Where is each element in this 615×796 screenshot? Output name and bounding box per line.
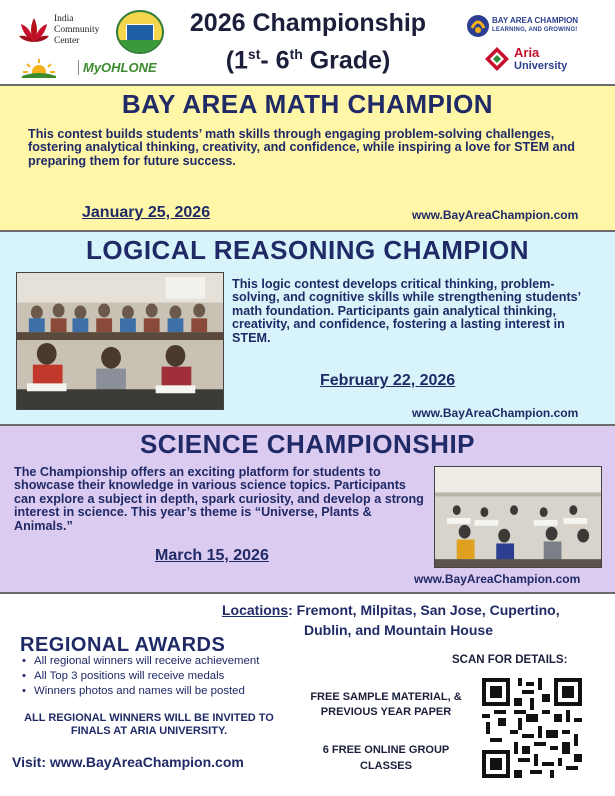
science-section (0, 424, 615, 592)
science-date: March 15, 2026 (155, 547, 269, 564)
math-description: This contest builds students’ math skills through engaging problem-solving challenges, fostering analytical thinking, creativity, and confidence, while inspiring a love for STEM and preparing them for future success. (28, 127, 575, 168)
aria-name: Aria (514, 45, 540, 60)
partner-logos-right (462, 10, 612, 80)
locations-line2: Dublin, and Mountain House (304, 622, 493, 638)
aria-logo-icon (484, 46, 510, 72)
partner-logos-left (16, 10, 166, 80)
math-date: January 25, 2026 (82, 204, 211, 221)
logic-section (0, 230, 615, 424)
finals-invite: ALL REGIONAL WINNERS WILL BE INVITED TO FINALS AT ARIA UNIVERSITY. (24, 712, 274, 737)
title-grades: (1st- 6th Grade) (225, 46, 391, 75)
logic-date: February 22, 2026 (320, 372, 456, 389)
math-club-badge (116, 10, 164, 54)
header (0, 0, 615, 84)
list-item: • Winners photos and names will be posted (22, 684, 322, 699)
aria-sub: University (514, 60, 568, 72)
logic-url[interactable]: www.BayAreaChampion.com (412, 406, 579, 420)
list-item: • All Top 3 positions will receive medals (22, 669, 322, 684)
icc-name: India Community Center (54, 14, 100, 46)
awards-list (22, 654, 322, 699)
locations-line1: : Fremont, Milpitas, San Jose, Cupertino, (288, 602, 560, 618)
free-classes: 6 FREE ONLINE GROUP CLASSES (322, 744, 450, 772)
locations (222, 600, 612, 640)
logic-description: This logic contest develops critical thinking, problem-solving, and cognitive skills while strengthening students’ math foundation. Participants gain analytical thinking, creativity, and confidence, fostering a lasting interest in STEM. (232, 277, 581, 345)
math-url[interactable]: www.BayAreaChampion.com (412, 208, 579, 222)
bac-tagline: LEARNING, AND GROWING! (492, 27, 578, 33)
logic-title: LOGICAL REASONING CHAMPION (86, 235, 529, 265)
exam-hall-photo (434, 466, 602, 568)
classroom-photo (16, 272, 224, 410)
lotus-icon (18, 16, 50, 46)
info-footer (0, 592, 615, 796)
math-section (0, 84, 615, 230)
page-title (168, 8, 448, 76)
sun-icon (22, 58, 56, 78)
locations-label: Locations (222, 602, 289, 618)
visit-link[interactable]: Visit: www.BayAreaChampion.com (12, 754, 244, 770)
list-item: • All regional winners will receive achievement (22, 654, 322, 669)
qr-code-icon[interactable] (482, 678, 582, 778)
bay-area-champion-logo-icon (466, 14, 490, 38)
science-description: The Championship offers an exciting platform for students to showcase their knowledge in various science topics. Participants can explore a subject in depth, spark curiosity, and develop a strong interest in science. This year’s theme is “Universe, Plants & Animals.” (14, 465, 424, 533)
science-title: SCIENCE CHAMPIONSHIP (139, 429, 476, 459)
bac-name: BAY AREA CHAMPION (492, 16, 579, 25)
scan-label: SCAN FOR DETAILS: (452, 654, 568, 666)
title-line1: 2026 Championship (189, 9, 427, 37)
awards-heading: REGIONAL AWARDS (20, 634, 226, 656)
science-url[interactable]: www.BayAreaChampion.com (414, 572, 581, 586)
sample-material: FREE SAMPLE MATERIAL, & PREVIOUS YEAR PAPER (310, 691, 462, 718)
ohlone-name: MyOHLONE (78, 60, 157, 75)
math-title: BAY AREA MATH CHAMPION (121, 89, 494, 119)
